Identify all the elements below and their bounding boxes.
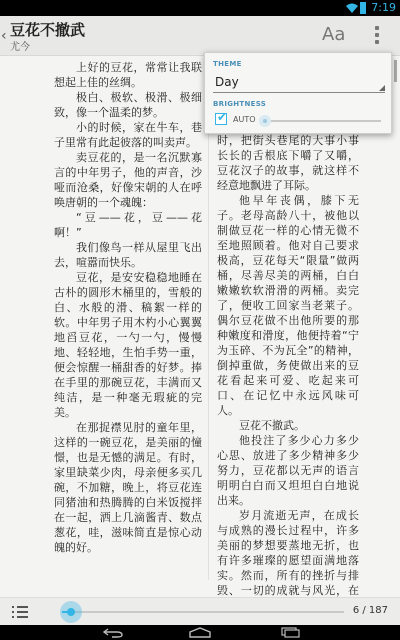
paragraph: 卖豆花的，是一名沉默寡言的中年男子，他的声音，沙哑而沧桑，好像宋朝的人在呼唤唐朝的一个魂魄： [54,151,202,209]
system-navigation-bar [0,625,400,640]
nav-back-icon[interactable] [102,627,124,638]
brightness-slider-track[interactable] [263,120,381,122]
paragraph: 我们像鸟一样从屋里飞出去，喧嚣而快乐。 [54,241,202,269]
auto-brightness-checkbox[interactable] [215,110,228,125]
paragraph: 岁月流逝无声，在成长与成熟的漫长过程中，许多美丽的梦想要蒸地无折，也有许多璀璨的愿望面满地落实。然而，所有的挫折与排毁、一切的成就与风光，在 [217,509,359,597]
paragraph: 极白、极软、极滑、极细致，像一个温柔的梦。 [54,91,202,119]
dropdown-corner-icon [379,85,385,91]
scroll-indicator [394,60,397,82]
book-author: 尤今 [10,42,30,53]
theme-label: THEME [213,60,242,68]
display-settings-popup [204,52,392,134]
page-divider [208,60,209,580]
paragraph: “豆——花，豆——花啊！” [54,211,202,239]
auto-brightness-label: AUTO [233,115,256,124]
overflow-menu-icon[interactable] [372,24,382,48]
reader-bottom-bar [0,597,400,625]
paragraph: 豆花不撤武。 [239,419,305,432]
paragraph-continued: 时，把街头巷尾的大事小事长长的舌根底下嚼了又嚼，豆花汉子的故事，就这样不经意地飘进了耳际。 [217,134,359,192]
status-time: 7:19 [371,1,396,14]
nav-recents-icon[interactable] [280,627,300,638]
battery-icon [360,2,366,14]
paragraph: 上好的豆花，常常让我联想起上佳的丝绸。 [54,61,202,89]
table-of-contents-icon[interactable] [12,605,28,619]
back-caret-icon[interactable]: ‹ [1,28,7,44]
paragraph: 他投注了多少心力多少心思、放进了多少精神多少努力，豆花都以无声的语言明明白白而又坦坦白白地说出来。 [217,434,359,507]
paragraph: 小的时候，家在牛车，巷子里常有此起彼落的叫卖声。 [54,121,202,149]
font-settings-button[interactable]: Aa [322,24,346,45]
page-progress-track[interactable] [62,611,344,613]
page-progress-thumb[interactable] [60,601,82,623]
book-page-left[interactable] [54,56,202,555]
book-page-right[interactable] [217,56,359,613]
paragraph: 豆花，是安安稳稳地睡在古朴的圆形木桶里的，雪般的白、水般的滑、稿絮一样的软。中年男子用木杓小心翼翼地舀豆花，一勺一勺，慢慢地、轻轻地，生怕手势一重，便会惊醒一桶甜香的好梦。捧在手里的那碗豆花，丰满而又纯洁，是一种毫无瑕疵的完美。 [54,271,202,419]
checkmark-icon: ✔ [217,110,228,124]
brightness-label: BRIGHTNESS [213,100,267,108]
page-counter: 6 / 187 [352,605,388,616]
paragraph: 在那捉襟见肘的童年里，这样的一碗豆花，是美丽的憧憬，也是无憾的满足。有时，家里缺菜少肉，母亲便多买几碗，不加糖，晚上，将豆花连同猪油和热腾腾的白米饭搅拌在一起，洒上几滴酱青、数点葱花，哇，滋味简直是惊心动魄的好。 [54,421,202,554]
book-title: 豆花不撤武 [10,21,86,39]
brightness-slider-thumb[interactable] [259,115,271,127]
status-bar [0,0,400,16]
wifi-icon [346,2,358,14]
paragraph: 他早年丧偶，膝下无子。老母高龄八十，被他以制做豆花一样的心情无微不至地照顾着。他对自己要求极高，豆花每天“限量”做两桶，尽善尽美的两桶，白白嫩嫩软软滑滑的两桶。卖完了，便收工回家当老莱子。偶尔豆花做不出他所要的那种嫩度和滑度，他便持着“宁为玉碎、不为瓦全”的精神，倒掉重做，务使做出来的豆花看起来可爱、吃起来可口、在记忆中永远风味可人。 [217,194,359,417]
action-bar [0,16,400,56]
theme-dropdown[interactable] [213,71,385,93]
theme-selected-value: Day [215,75,239,89]
nav-home-icon[interactable] [188,627,212,638]
